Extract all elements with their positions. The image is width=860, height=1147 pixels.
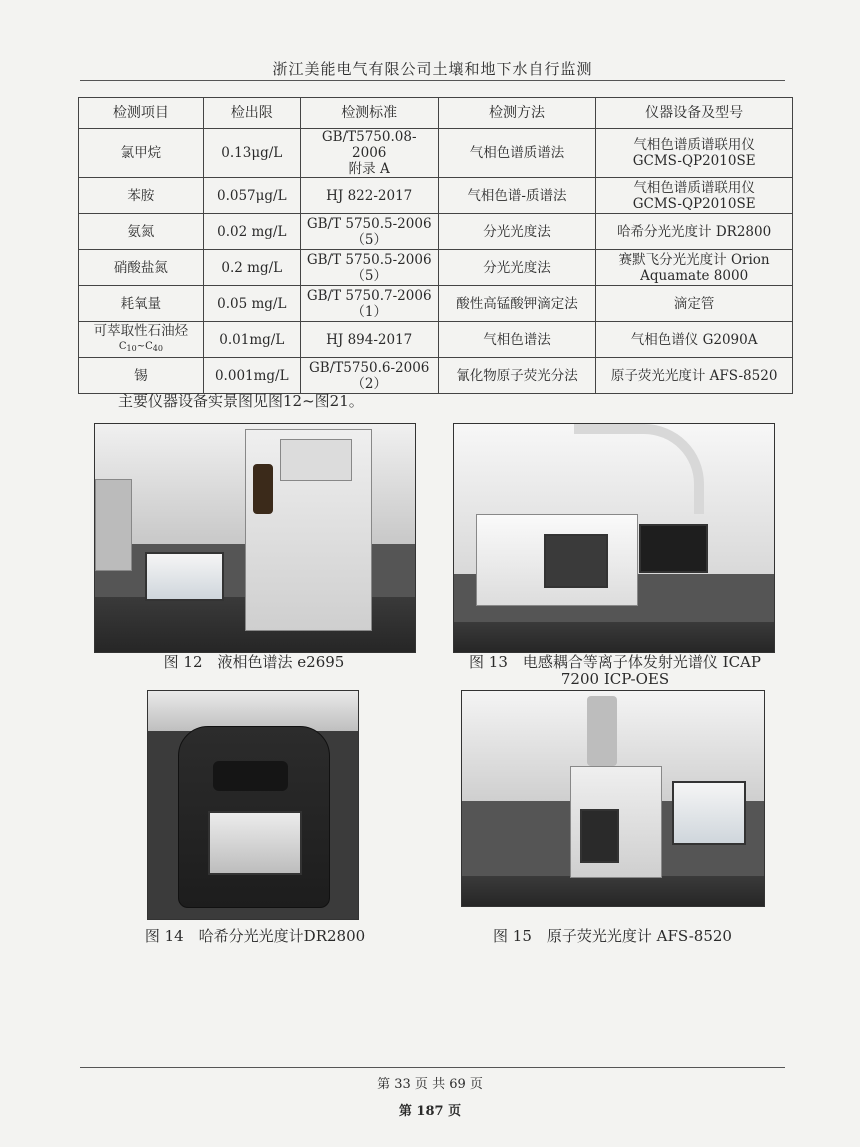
cell-method: 气相色谱-质谱法 (438, 178, 596, 214)
cell-limit: 0.2 mg/L (203, 250, 300, 286)
figure-12-caption: 图 12 液相色谱法 e2695 (163, 653, 345, 671)
cell-limit: 0.057μg/L (203, 178, 300, 214)
cell-method: 气相色谱质谱法 (438, 129, 596, 178)
photo-dr2800 (147, 690, 359, 920)
cell-instrument: 气相色谱仪 G2090A (596, 322, 793, 358)
cell-item: 锡 (79, 358, 204, 394)
header-divider (80, 80, 785, 81)
cell-standard: HJ 894-2017 (300, 322, 438, 358)
cell-standard: GB/T 5750.5-2006 （5） (300, 214, 438, 250)
cell-item: 耗氧量 (79, 286, 204, 322)
cell-limit: 0.01mg/L (203, 322, 300, 358)
figure-14-caption: 图 14 哈希分光光度计DR2800 (144, 927, 366, 945)
cell-item: 可萃取性石油烃 $C_{10}\sim C_{40}$ (79, 322, 204, 358)
table-row (79, 214, 793, 250)
cell-standard: GB/T 5750.7-2006 （1） (300, 286, 438, 322)
cell-standard: GB/T5750.08-2006 附录 A (300, 129, 438, 178)
table-row (79, 286, 793, 322)
column-header: 仪器设备及型号 (596, 98, 793, 129)
column-header: 检测方法 (438, 98, 596, 129)
cell-method: 酸性高锰酸钾滴定法 (438, 286, 596, 322)
cell-instrument: 气相色谱质谱联用仪 GCMS-QP2010SE (596, 129, 793, 178)
photo-icp-oes (453, 423, 775, 653)
cell-item: 氨氮 (79, 214, 204, 250)
column-header: 检出限 (203, 98, 300, 129)
table-row (79, 358, 793, 394)
table-header-row (79, 98, 793, 129)
table-row (79, 322, 793, 358)
cell-instrument: 赛默飞分光光度计 Orion Aquamate 8000 (596, 250, 793, 286)
table-row (79, 129, 793, 178)
column-header: 检测项目 (79, 98, 204, 129)
cell-standard: HJ 822-2017 (300, 178, 438, 214)
cell-item: 苯胺 (79, 178, 204, 214)
cell-method: 氰化物原子荧光分法 (438, 358, 596, 394)
cell-instrument: 原子荧光光度计 AFS-8520 (596, 358, 793, 394)
figure-15-caption: 图 15 原子荧光光度计 AFS-8520 (493, 927, 732, 945)
detection-table (78, 97, 793, 394)
photo-afs-8520 (461, 690, 765, 907)
cell-method: 气相色谱法 (438, 322, 596, 358)
page-number: 第 33 页 共 69 页 (377, 1077, 483, 1092)
page-header: 浙江美能电气有限公司土壤和地下水自行监测 (272, 60, 593, 78)
column-header: 检测标准 (300, 98, 438, 129)
cell-limit: 0.02 mg/L (203, 214, 300, 250)
cell-limit: 0.001mg/L (203, 358, 300, 394)
cell-method: 分光光度法 (438, 214, 596, 250)
total-page-number: 第 187 页 (398, 1104, 462, 1119)
table-row (79, 178, 793, 214)
cell-limit: 0.13μg/L (203, 129, 300, 178)
cell-item: 氯甲烷 (79, 129, 204, 178)
cell-instrument: 哈希分光光度计 DR2800 (596, 214, 793, 250)
cell-standard: GB/T 5750.5-2006 （5） (300, 250, 438, 286)
cell-item: 硝酸盐氮 (79, 250, 204, 286)
footer-divider (80, 1067, 785, 1068)
figures-intro: 主要仪器设备实景图见图12~图21。 (118, 392, 364, 410)
cell-standard: GB/T5750.6-2006 （2） (300, 358, 438, 394)
cell-instrument: 气相色谱质谱联用仪 GCMS-QP2010SE (596, 178, 793, 214)
cell-method: 分光光度法 (438, 250, 596, 286)
cell-instrument: 滴定管 (596, 286, 793, 322)
figure-13-caption: 图 13 电感耦合等离子体发射光谱仪 ICAP 7200 ICP-OES (469, 653, 761, 688)
table-row (79, 250, 793, 286)
photo-hplc (94, 423, 416, 653)
cell-limit: 0.05 mg/L (203, 286, 300, 322)
